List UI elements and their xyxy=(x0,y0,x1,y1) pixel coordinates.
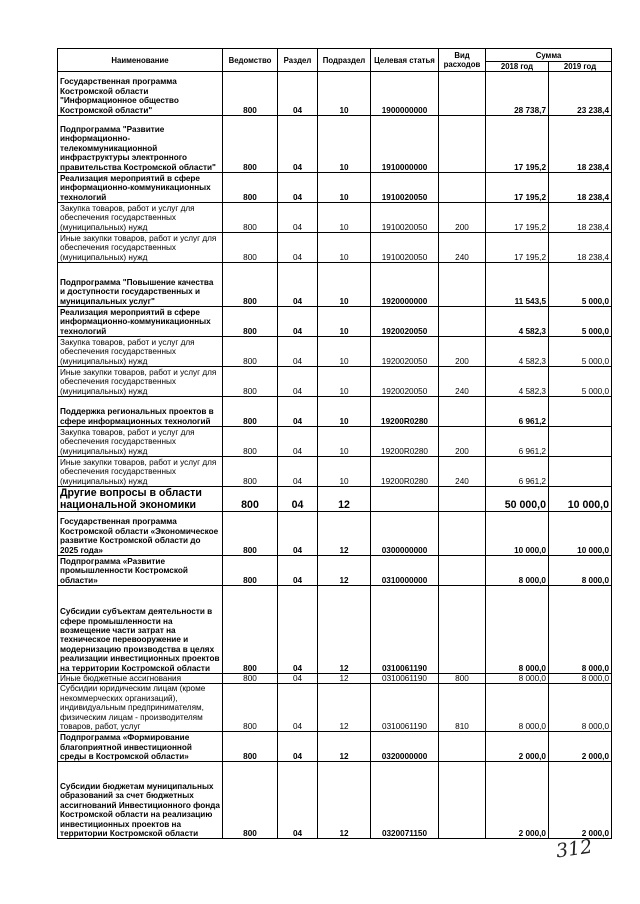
row-sum-2019 xyxy=(549,397,612,427)
row-razdel: 04 xyxy=(278,72,318,116)
row-celevaya: 1910020050 xyxy=(371,173,439,203)
row-razdel: 04 xyxy=(278,263,318,307)
row-sum-2018: 17 195,2 xyxy=(486,116,549,173)
row-vid: 200 xyxy=(439,337,486,367)
row-sum-2018: 10 000,0 xyxy=(486,512,549,556)
row-sum-2018: 50 000,0 xyxy=(486,487,549,512)
row-podrazdel: 12 xyxy=(318,512,371,556)
row-vid xyxy=(439,263,486,307)
row-name: Субсидии юридическим лицам (кроме некоммерческих организаций), индивидуальным предпринимателям, физическим лицам - производителям товаров, работ, услуг xyxy=(58,684,223,732)
table-row xyxy=(58,732,612,762)
row-sum-2019: 8 000,0 xyxy=(549,586,612,674)
row-vedomstvo: 800 xyxy=(223,586,278,674)
row-sum-2019: 5 000,0 xyxy=(549,367,612,397)
table-row xyxy=(58,173,612,203)
table-row xyxy=(58,586,612,674)
row-sum-2018: 4 582,3 xyxy=(486,367,549,397)
row-celevaya: 0310061190 xyxy=(371,586,439,674)
row-vid: 240 xyxy=(439,367,486,397)
row-name: Реализация мероприятий в сфере информационно-коммуникационных технологий xyxy=(58,307,223,337)
table-row xyxy=(58,233,612,263)
row-celevaya: 1920020050 xyxy=(371,307,439,337)
row-celevaya: 1910000000 xyxy=(371,116,439,173)
row-podrazdel: 10 xyxy=(318,397,371,427)
row-sum-2018: 17 195,2 xyxy=(486,173,549,203)
row-razdel: 04 xyxy=(278,397,318,427)
row-podrazdel: 12 xyxy=(318,674,371,684)
row-podrazdel: 10 xyxy=(318,233,371,263)
row-vedomstvo: 800 xyxy=(223,427,278,457)
row-podrazdel: 12 xyxy=(318,732,371,762)
row-name: Подпрограмма "Развитие информационно-телекоммуникационной инфраструктуры электронного правительства Костромской области" xyxy=(58,116,223,173)
row-vedomstvo: 800 xyxy=(223,556,278,586)
row-sum-2018: 8 000,0 xyxy=(486,586,549,674)
table-row xyxy=(58,487,612,512)
row-podrazdel: 10 xyxy=(318,367,371,397)
row-razdel: 04 xyxy=(278,684,318,732)
row-vedomstvo: 800 xyxy=(223,233,278,263)
table-body xyxy=(58,72,612,839)
row-vid xyxy=(439,397,486,427)
row-vid: 240 xyxy=(439,233,486,263)
row-razdel: 04 xyxy=(278,233,318,263)
row-podrazdel: 10 xyxy=(318,457,371,487)
row-sum-2018: 4 582,3 xyxy=(486,337,549,367)
row-celevaya: 1920020050 xyxy=(371,367,439,397)
row-podrazdel: 10 xyxy=(318,427,371,457)
row-vedomstvo: 800 xyxy=(223,367,278,397)
row-sum-2019: 18 238,4 xyxy=(549,203,612,233)
row-razdel: 04 xyxy=(278,762,318,839)
row-razdel: 04 xyxy=(278,307,318,337)
page-number: 312 xyxy=(554,835,594,863)
row-podrazdel: 10 xyxy=(318,116,371,173)
row-podrazdel: 10 xyxy=(318,203,371,233)
row-name: Иные закупки товаров, работ и услуг для обеспечения государственных (муниципальных) нужд xyxy=(58,457,223,487)
table-row xyxy=(58,427,612,457)
row-vid xyxy=(439,512,486,556)
row-name: Подпрограмма «Формирование благоприятной инвестиционной среды в Костромской области» xyxy=(58,732,223,762)
table-row xyxy=(58,116,612,173)
row-razdel: 04 xyxy=(278,337,318,367)
table-row xyxy=(58,512,612,556)
row-podrazdel: 12 xyxy=(318,586,371,674)
table-row xyxy=(58,397,612,427)
table-row xyxy=(58,762,612,839)
table-row xyxy=(58,72,612,116)
table-row xyxy=(58,203,612,233)
row-vid xyxy=(439,116,486,173)
header-celevaya: Целевая статья xyxy=(371,49,439,72)
header-summa: Сумма xyxy=(486,49,612,62)
row-celevaya: 1910020050 xyxy=(371,203,439,233)
header-2018: 2018 год xyxy=(486,62,549,72)
row-vid xyxy=(439,556,486,586)
row-name: Иные закупки товаров, работ и услуг для обеспечения государственных (муниципальных) нужд xyxy=(58,233,223,263)
row-name: Иные закупки товаров, работ и услуг для обеспечения государственных (муниципальных) нужд xyxy=(58,367,223,397)
row-celevaya: 1900000000 xyxy=(371,72,439,116)
row-vedomstvo: 800 xyxy=(223,72,278,116)
row-razdel: 04 xyxy=(278,427,318,457)
row-vedomstvo: 800 xyxy=(223,307,278,337)
row-razdel: 04 xyxy=(278,203,318,233)
row-vedomstvo: 800 xyxy=(223,173,278,203)
row-name: Государственная программа Костромской области «Экономическое развитие Костромской области до 2025 года» xyxy=(58,512,223,556)
header-vid: Вид расходов xyxy=(439,49,486,72)
row-sum-2019: 5 000,0 xyxy=(549,307,612,337)
row-sum-2018: 2 000,0 xyxy=(486,732,549,762)
row-sum-2019: 8 000,0 xyxy=(549,556,612,586)
row-vid xyxy=(439,307,486,337)
row-sum-2018: 4 582,3 xyxy=(486,307,549,337)
row-name: Подпрограмма «Развитие промышленности Костромской области» xyxy=(58,556,223,586)
header-podrazdel: Подраздел xyxy=(318,49,371,72)
row-podrazdel: 12 xyxy=(318,762,371,839)
row-razdel: 04 xyxy=(278,487,318,512)
row-vid: 200 xyxy=(439,427,486,457)
row-vid xyxy=(439,72,486,116)
row-sum-2019 xyxy=(549,427,612,457)
table-row xyxy=(58,556,612,586)
row-sum-2019: 18 238,4 xyxy=(549,233,612,263)
row-sum-2019: 10 000,0 xyxy=(549,487,612,512)
row-vid xyxy=(439,586,486,674)
row-sum-2018: 6 961,2 xyxy=(486,457,549,487)
row-name: Иные бюджетные ассигнования xyxy=(58,674,223,684)
row-sum-2018: 17 195,2 xyxy=(486,233,549,263)
row-sum-2019: 8 000,0 xyxy=(549,684,612,732)
row-podrazdel: 12 xyxy=(318,556,371,586)
row-podrazdel: 10 xyxy=(318,173,371,203)
row-name: Закупка товаров, работ и услуг для обеспечения государственных (муниципальных) нужд xyxy=(58,427,223,457)
row-vedomstvo: 800 xyxy=(223,732,278,762)
row-name: Субсидии субъектам деятельности в сфере промышленности на возмещение части затрат на техническое перевооружение и модернизацию производства в целях реализации инвестиционных проектов на территории Костромской области xyxy=(58,586,223,674)
row-celevaya: 0310061190 xyxy=(371,684,439,732)
table-row xyxy=(58,307,612,337)
row-name: Государственная программа Костромской области "Информационное общество Костромской области" xyxy=(58,72,223,116)
table-row xyxy=(58,457,612,487)
row-name: Закупка товаров, работ и услуг для обеспечения государственных (муниципальных) нужд xyxy=(58,203,223,233)
row-sum-2018: 28 738,7 xyxy=(486,72,549,116)
row-sum-2018: 17 195,2 xyxy=(486,203,549,233)
row-podrazdel: 10 xyxy=(318,337,371,367)
row-sum-2018: 8 000,0 xyxy=(486,556,549,586)
row-sum-2019: 2 000,0 xyxy=(549,762,612,839)
row-vid xyxy=(439,173,486,203)
row-name: Подпрограмма "Повышение качества и доступности государственных и муниципальных услуг" xyxy=(58,263,223,307)
header-name: Наименование xyxy=(58,49,223,72)
table-row xyxy=(58,674,612,684)
row-podrazdel: 12 xyxy=(318,684,371,732)
row-name: Другие вопросы в области национальной экономики xyxy=(58,487,223,512)
row-razdel: 04 xyxy=(278,512,318,556)
row-podrazdel: 10 xyxy=(318,72,371,116)
table-row xyxy=(58,337,612,367)
row-sum-2019 xyxy=(549,457,612,487)
row-celevaya: 1920020050 xyxy=(371,337,439,367)
row-celevaya xyxy=(371,487,439,512)
row-vid xyxy=(439,487,486,512)
row-sum-2019: 5 000,0 xyxy=(549,263,612,307)
row-vedomstvo: 800 xyxy=(223,684,278,732)
header-razdel: Раздел xyxy=(278,49,318,72)
row-vedomstvo: 800 xyxy=(223,674,278,684)
table-row xyxy=(58,263,612,307)
row-sum-2018: 2 000,0 xyxy=(486,762,549,839)
table-row xyxy=(58,684,612,732)
row-vedomstvo: 800 xyxy=(223,457,278,487)
row-sum-2018: 6 961,2 xyxy=(486,427,549,457)
row-celevaya: 19200R0280 xyxy=(371,427,439,457)
row-vedomstvo: 800 xyxy=(223,203,278,233)
row-celevaya: 19200R0280 xyxy=(371,397,439,427)
row-sum-2019: 5 000,0 xyxy=(549,337,612,367)
row-celevaya: 1910020050 xyxy=(371,233,439,263)
row-celevaya: 0310000000 xyxy=(371,556,439,586)
row-celevaya: 19200R0280 xyxy=(371,457,439,487)
row-razdel: 04 xyxy=(278,556,318,586)
row-vedomstvo: 800 xyxy=(223,487,278,512)
row-razdel: 04 xyxy=(278,457,318,487)
table-row xyxy=(58,367,612,397)
row-vid: 200 xyxy=(439,203,486,233)
row-podrazdel: 10 xyxy=(318,307,371,337)
row-sum-2018: 8 000,0 xyxy=(486,684,549,732)
header-2019: 2019 год xyxy=(549,62,612,72)
row-razdel: 04 xyxy=(278,586,318,674)
row-razdel: 04 xyxy=(278,674,318,684)
row-celevaya: 0320071150 xyxy=(371,762,439,839)
row-podrazdel: 10 xyxy=(318,263,371,307)
row-celevaya: 0310061190 xyxy=(371,674,439,684)
row-sum-2019: 18 238,4 xyxy=(549,173,612,203)
row-vedomstvo: 800 xyxy=(223,116,278,173)
row-sum-2019: 18 238,4 xyxy=(549,116,612,173)
row-razdel: 04 xyxy=(278,173,318,203)
row-name: Реализация мероприятий в сфере информационно-коммуникационных технологий xyxy=(58,173,223,203)
row-podrazdel: 12 xyxy=(318,487,371,512)
row-sum-2019: 8 000,0 xyxy=(549,674,612,684)
row-vedomstvo: 800 xyxy=(223,762,278,839)
row-vid: 800 xyxy=(439,674,486,684)
row-sum-2019: 10 000,0 xyxy=(549,512,612,556)
row-celevaya: 0320000000 xyxy=(371,732,439,762)
row-vid xyxy=(439,762,486,839)
header-vedomstvo: Ведомство xyxy=(223,49,278,72)
row-sum-2018: 11 543,5 xyxy=(486,263,549,307)
row-sum-2019: 23 238,4 xyxy=(549,72,612,116)
row-celevaya: 0300000000 xyxy=(371,512,439,556)
row-vedomstvo: 800 xyxy=(223,512,278,556)
row-vedomstvo: 800 xyxy=(223,337,278,367)
row-vedomstvo: 800 xyxy=(223,263,278,307)
row-celevaya: 1920000000 xyxy=(371,263,439,307)
row-vid: 810 xyxy=(439,684,486,732)
row-vid: 240 xyxy=(439,457,486,487)
row-razdel: 04 xyxy=(278,116,318,173)
row-razdel: 04 xyxy=(278,367,318,397)
row-vedomstvo: 800 xyxy=(223,397,278,427)
row-razdel: 04 xyxy=(278,732,318,762)
budget-table xyxy=(57,48,612,839)
row-sum-2018: 6 961,2 xyxy=(486,397,549,427)
row-vid xyxy=(439,732,486,762)
row-name: Поддержка региональных проектов в сфере информационных технологий xyxy=(58,397,223,427)
row-sum-2019: 2 000,0 xyxy=(549,732,612,762)
row-sum-2018: 8 000,0 xyxy=(486,674,549,684)
row-name: Закупка товаров, работ и услуг для обеспечения государственных (муниципальных) нужд xyxy=(58,337,223,367)
row-name: Субсидии бюджетам муниципальных образований за счет бюджетных ассигнований Инвестиционного фонда Костромской области на реализацию инвестиционных проектов на территории Костромской области xyxy=(58,762,223,839)
